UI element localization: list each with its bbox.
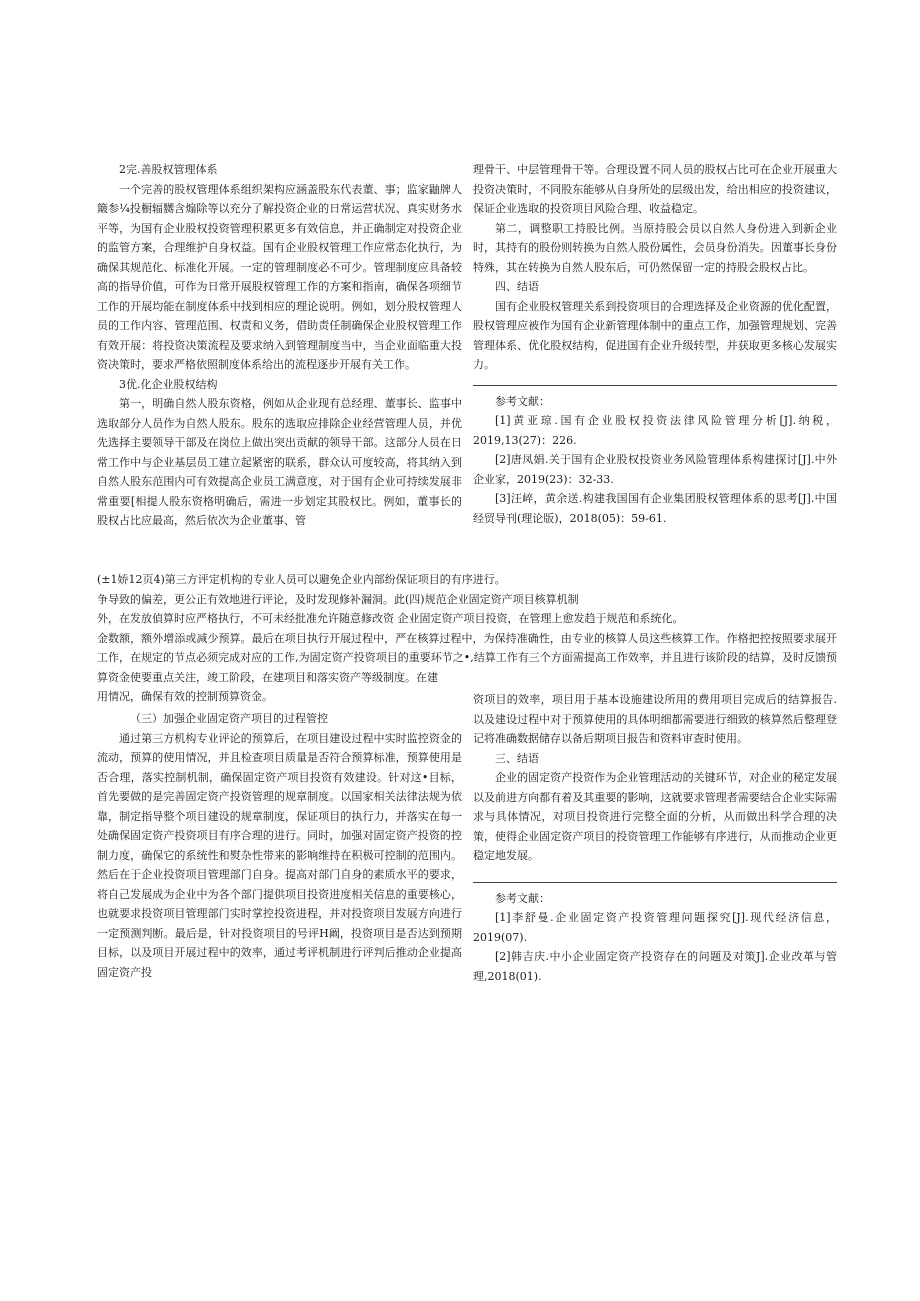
references-title: 参考文献： [495,891,550,905]
paragraph: 通过第三方机构专业评论的预算后，在项目建设过程中实时监控资金的流动，预算的使用情况，并且检查项目质量是否符合预算标准，预算使用是否合理，落实控制机制，确保固定资产项目投资有效建设。针对这•目标，首先要做的是完善固定资产投资管理的规章制度。以国家相关法律法规为依靠，制定指导整个项目建设的规章制度，保证项目的执行力，并落实在每一处确保固定资产投资项目有序合理的进行。同时，加强对固定资产投资的控制力度，确保它的系统性和熨杂性带来的影响维持在积极可控制的范围内。然后在于企业投资项目管理部门自身。提高对部门自身的素质水平的要求，将自己发展成为企业中为各个部门提供项目投资进度相关信息的重要核心，也就要求投资项目管理部门实时掌控投资进程，并对投资项目发展方向进行一定预测判断。最后是，针对投资项目的号评H阚，投资项目是否达到预期目标，以及项目开展过程中的效率，通过考评机制进行评判后推动企业提高固定资产投 [97,731,462,979]
top-right-column [473,160,837,528]
section-heading-conclusion: 三、结语 [495,751,539,765]
references-divider [473,385,837,386]
top-left-column [97,160,462,531]
paragraph: 一个完善的股权管理体系组织架构应涵盖股东代表董、事；监家鼬牌人簸参¼投橱辐嬲含煽除等以充分了解投资企业的日常运营状况、真实财务水平等，为国有企业股权投资管理积累更多有效信息，并正确制定对投资企业的监管方案，合理维护自身权益。国有企业股权管理工作应常态化执行，为确保其规范化、标准化开展。一定的管理制度必不可少。管理制度应具备较高的指导价值，可作为日常开展股权管理工作的方案和指南，确保各项细节工作的开展均能在制度体系中找到相应的理论说明。例如，划分股权管理人员的工作内容、管理范围、权责和义务，借助责任制确保企业股权管理工作有效开展：将投资决策流程及要求纳入到管理制度当中，当企业面临重大投资决策时，要求严格依照制度体系给出的流程逐步开展有关工作。 [97,182,462,371]
paragraph: 国有企业股权管理关系到投资项目的合理选择及企业资源的优化配置，股权管理应被作为国有企业新管理体制中的重点工作，加强管理规划、完善管理体系、优化股权结构，促进国有企业升级转型，并获取更多核心发展实力。 [473,299,837,371]
section-heading-3-control: （三）加强企业固定资产项目的过程管控 [130,712,328,725]
text-line: 用情况，确保有效的控制预算资金。 [97,690,273,703]
paragraph: 第二，调整职工持股比例。当原持股会员以自然人身份进入到新企业时，其持有的股份则转换为自然人股份属性，会员身份消失。因董事长身份特殊，其在转换为自然人股东后，可仍然保留一定的持股会股权占比。 [473,221,837,274]
reference-item: [2]唐凤娟.关于国有企业股权投资业务风险管理体系构建探讨[J].中外企业家，2019(23)：32-33. [473,453,837,486]
bottom-full-width-block [97,570,837,707]
reference-item: [3]汪崪，黄余送.构建我国国有企业集团股权管理体系的思考[J].中国经贸导刊(理论版)，2018(05)：59-61. [473,492,837,525]
paragraph: 企业的固定资产投资作为企业管理活动的关键环节，对企业的秘定发展以及前进方向都有着及其重要的影响，这就要求管理者需要结合企业实际需求与具体情况，对项目投资进行完整全面的分析，从而做出科学合理的决策，使得企业固定资产项目的投资管理工作能够有序进行，从而推动企业更稳定地发展。 [473,771,837,862]
paragraph: 第一，明确自然人股东资格，例如从企业现有总经理、董事长、监事中选取部分人员作为自然人股东。股东的选取应排除企业经营管理人员，并优先选择主要领导干部及在岗位上做出突出贡献的领导干部。这部分人员在日常工作中与企业基层员工建立起紧密的联系，群众认可度较高，将其纳入到自然人股东范围内可有效提高企业员工满意度，对于国有企业可持续发展非常重要[相提人股东资格明确后，需进一步划定其股权比。例如，董事长的股权占比应最高，然后依次为企业董事、管 [97,397,462,527]
text-line: (±1娇12页4)第三方评定机构的专业人员可以避免企业内部纷保证项目的有序进行。 [97,573,506,586]
paragraph: 理骨干、中层管理骨干等。合理设置不同人员的股权占比可在企业开展重大投资决策时，不同股东能够从自身所处的层级出发，给出相应的投资建议，保证企业选取的投资项目风险合理、收益稳定。 [473,163,837,215]
references-divider [473,882,837,883]
section-heading-conclusion: 四、结语 [495,280,539,293]
text-line: 争导致的偏差，更公正有效地进行评论，及时发现修补漏洞。此(四)规范企业固定资产项目核算机制 [97,592,579,606]
paragraph: 资项目的效率，项目用于基本设施建设所用的费用项目完成后的结算报告.以及建设过程中对于预算使用的具体明细都需要进行细致的核算然后整理登记将准确数据储存以备后期项目报告和资料审查时使用。 [473,693,837,745]
section-heading-2: 2完.善股权管理体系 [119,163,218,176]
reference-item: [1]黄亚琼.国有企业股权投资法律风险管理分析[J].纳税，2019,13(27)：226. [473,414,837,447]
references-title: 参考文献： [495,394,550,408]
text-line: 外，在发放偵算时应严格执行，不可未经批准允许随意修改资 企业固定资产项目投资，在管理上愈发趋于规范和系统化。 [97,612,684,625]
bottom-left-column [97,709,462,982]
section-heading-3: 3优.化企业股权结构 [119,377,218,391]
reference-item: [1]李舒曼.企业固定资产投资管理问题探究[J].现代经济信息，2019(07). [473,911,837,944]
text-line: 金数额，额外增添或减少预算。最后在项目执行开展过程中，严在核算过程中，为保持准确性，由专业的核算人员这些核算工作。作格把控按照要求展开工作，在规定的节点必须完成对应的工作,为固定资产投资项目的重要环节之•,结算工作有三个方面需提高工作效率，并且进行该阶段的结算，及时反馈预算资金使要重点关注，竣工阶段，在建项目和落实资产等级制度。在建 [97,631,837,684]
reference-item: [2]韩吉庆.中小企业固定资产投资存在的问题及对策J].企业改革与管理,2018(01). [473,950,837,983]
bottom-right-column [473,690,837,986]
